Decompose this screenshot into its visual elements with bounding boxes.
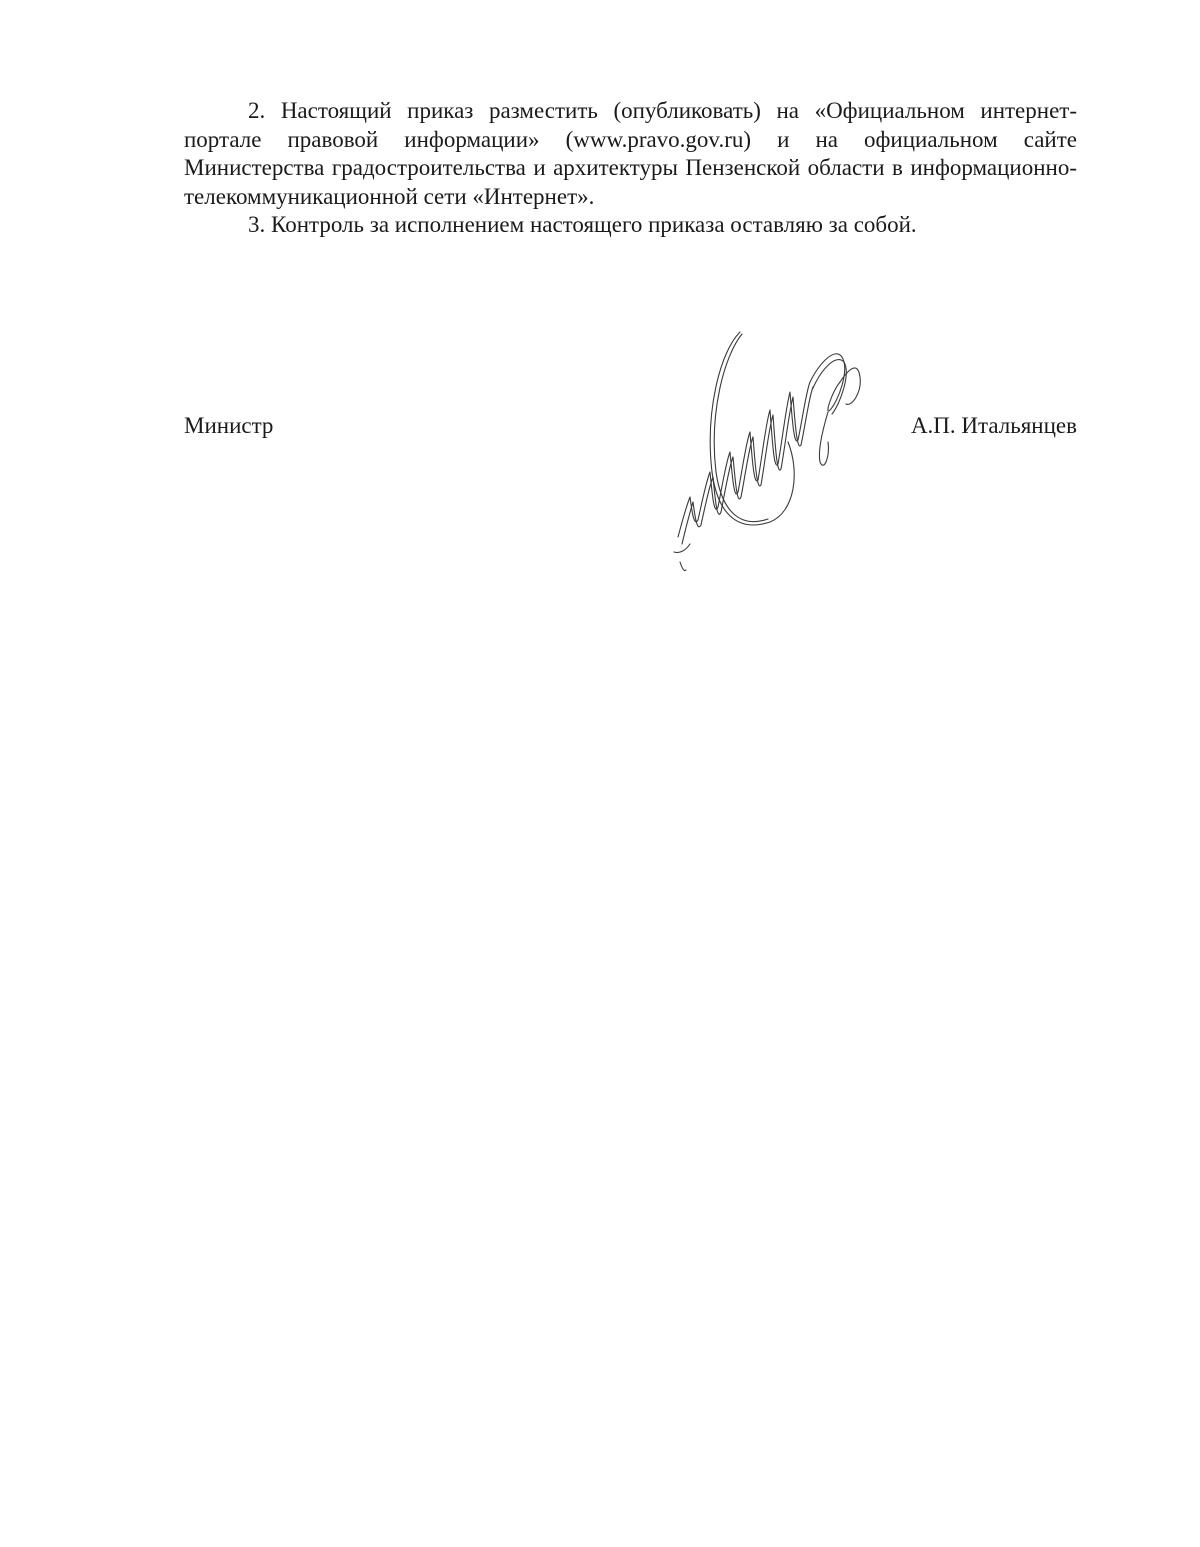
- signer-position-title: Министр: [184, 413, 274, 438]
- handwritten-signature: [660, 322, 880, 572]
- paragraph-control: 3. Контроль за исполнением настоящего приказа оставляю за собой.: [248, 212, 917, 237]
- document-body: [184, 97, 1077, 240]
- signature-block: [184, 412, 1077, 442]
- signer-name: А.П. Итальянцев: [910, 413, 1077, 438]
- paragraph-publication: 2. Настоящий приказ разместить (опубликовать) на «Официальном интернет-портале правовой информации» (www.pravo.gov.ru) и на официальном сайте Министерства градостроительства и архитектуры Пензенской области в информационно-телекоммуникационной сети «Интернет».: [184, 98, 1077, 209]
